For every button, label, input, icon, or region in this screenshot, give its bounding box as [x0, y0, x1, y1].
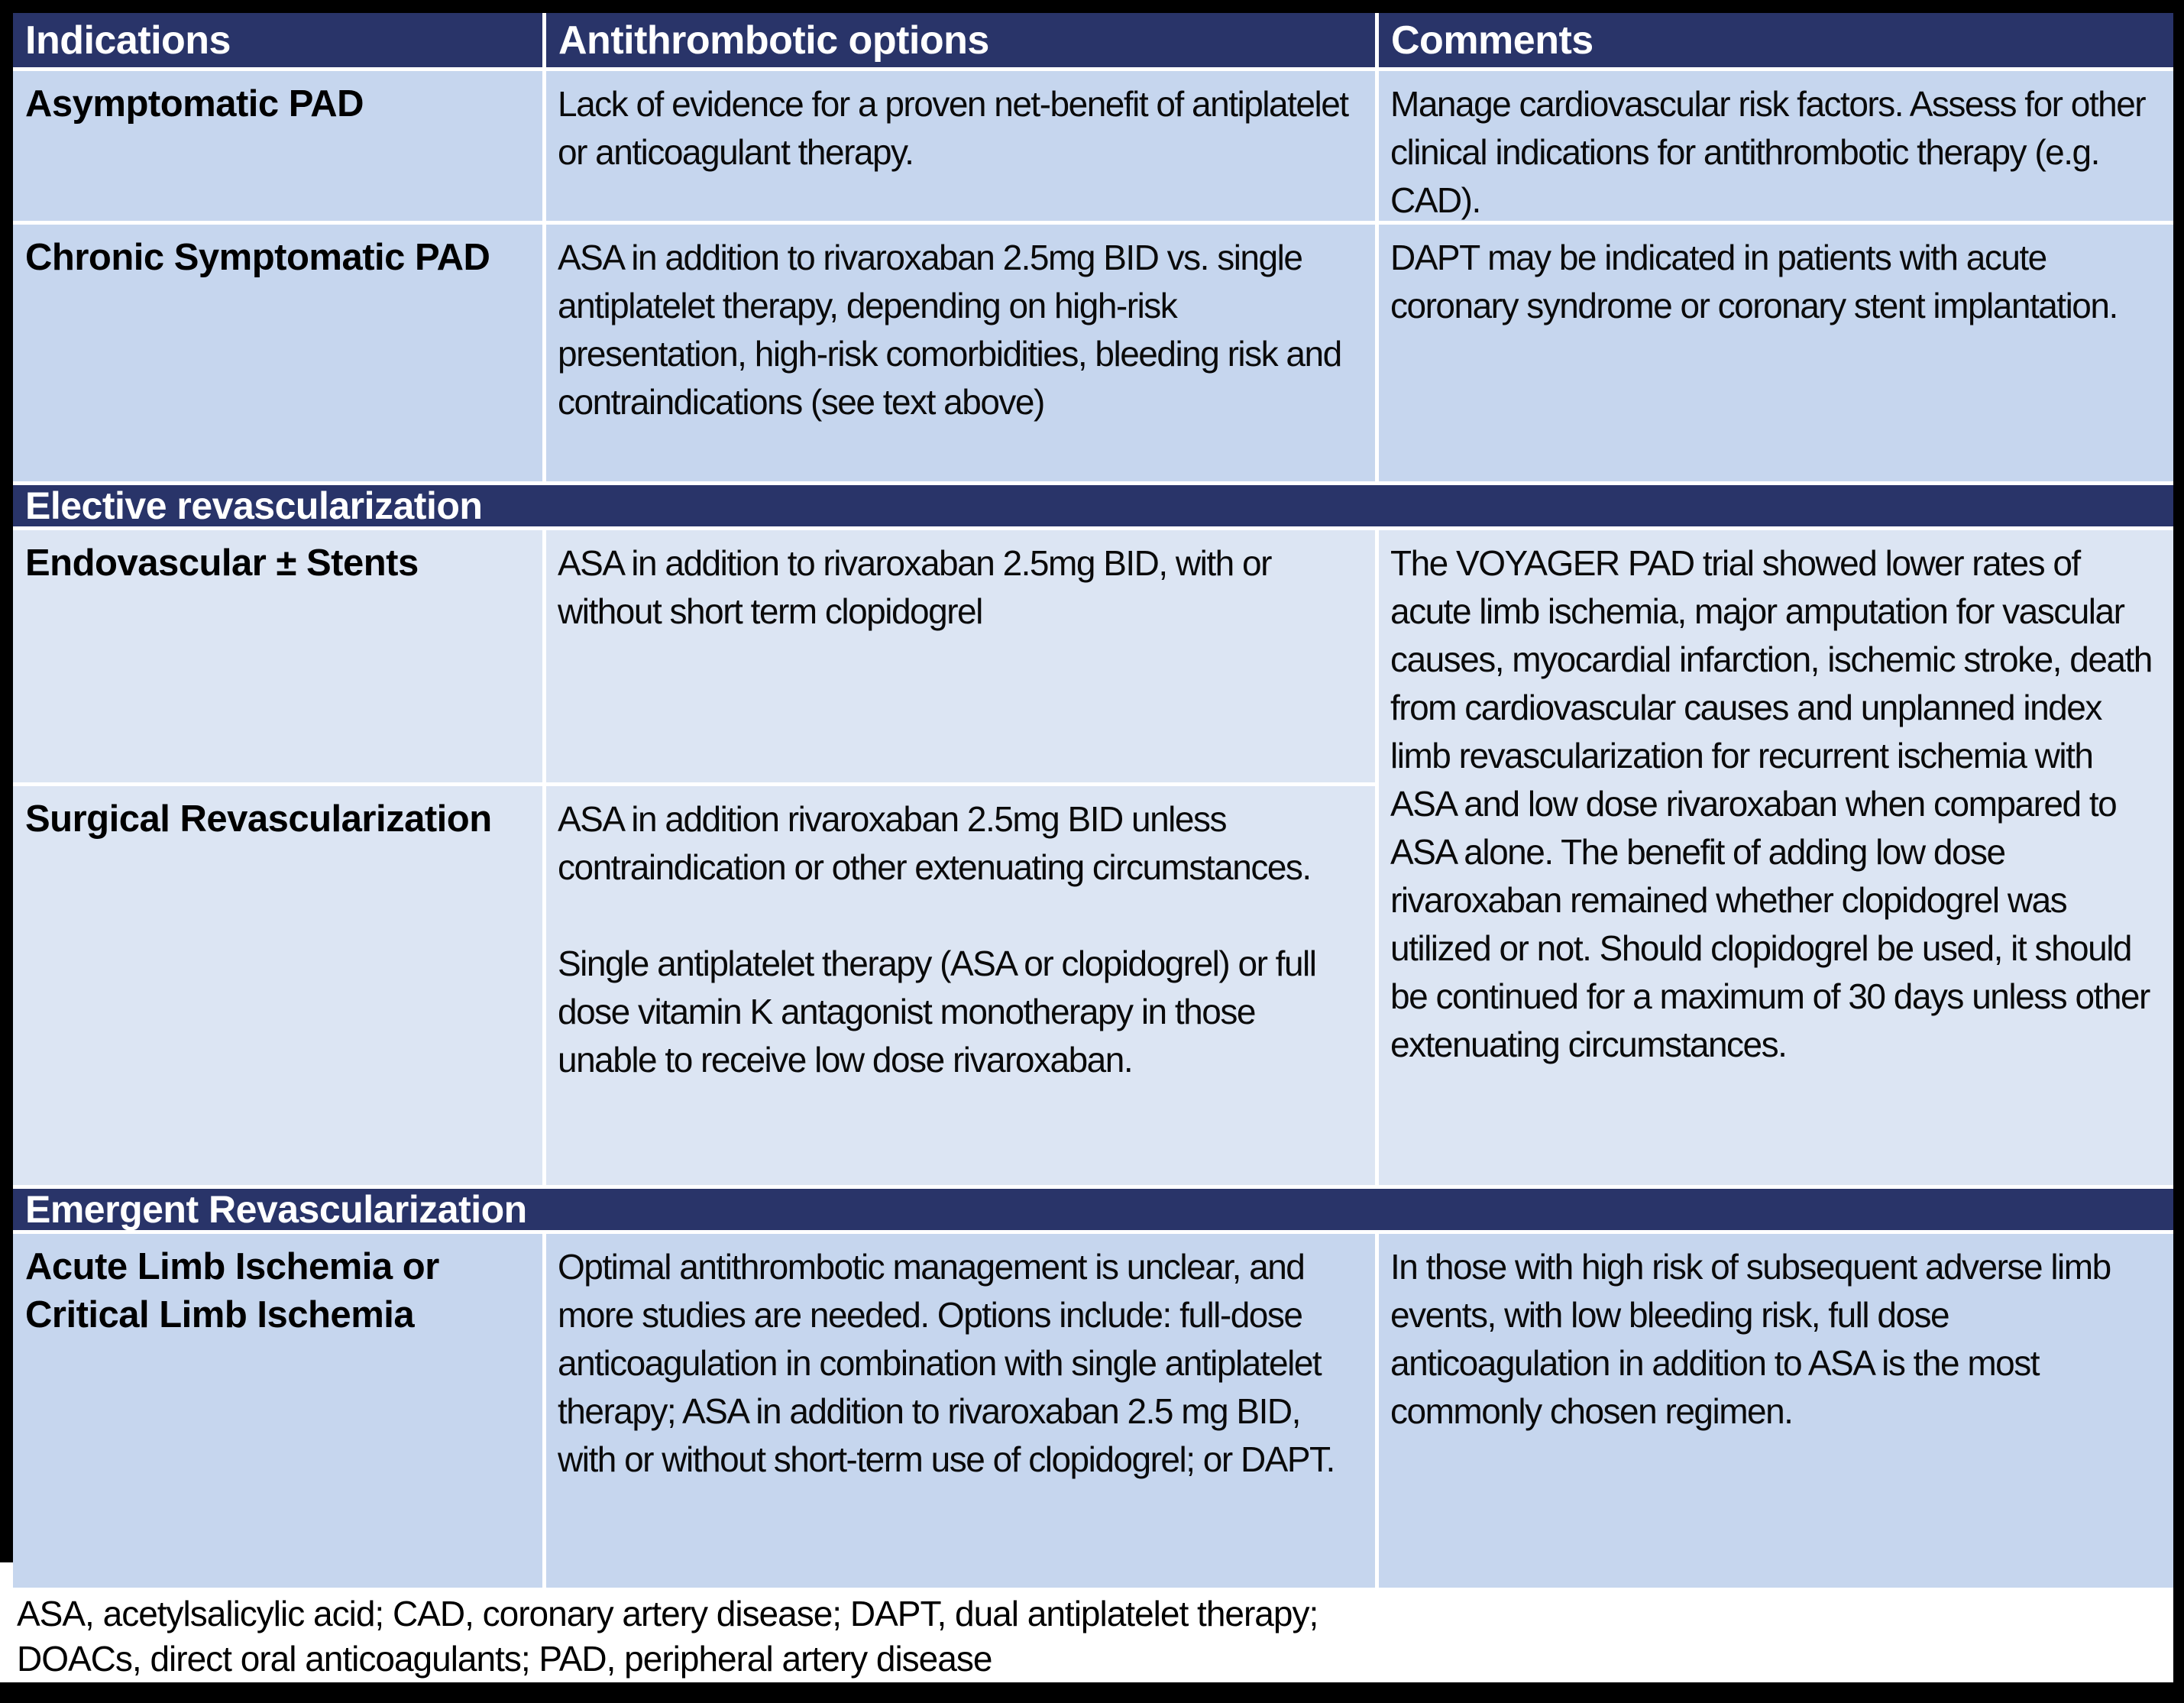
footnote — [17, 1591, 1318, 1682]
footnote-line-1: ASA, acetylsalicylic acid; CAD, coronary artery disease; DAPT, dual antiplatelet therapy; — [17, 1594, 1318, 1633]
indication-chronic-symptomatic-pad: Chronic Symptomatic PAD — [13, 225, 542, 481]
indication-acute-limb-ischemia: Acute Limb Ischemia or Critical Limb Ischemia — [13, 1234, 542, 1588]
header-antithrombotic-options: Antithrombotic options — [546, 13, 1375, 67]
indication-endovascular-stents: Endovascular ± Stents — [13, 530, 542, 782]
options-endovascular-stents: ASA in addition to rivaroxaban 2.5mg BID, with or without short term clopidogrel — [546, 530, 1375, 782]
options-surgical-revascularization — [546, 786, 1375, 1185]
options-surgical-paragraph-2: Single antiplatelet therapy (ASA or clopidogrel) or full dose vitamin K antagonist monotherapy in those unable to receive low dose rivaroxaban. — [558, 944, 1316, 1080]
options-chronic-symptomatic-pad: ASA in addition to rivaroxaban 2.5mg BID vs. single antiplatelet therapy, depending on high-risk presentation, high-risk comorbidities, bleeding risk and contraindications (see text above) — [546, 225, 1375, 481]
header-indications: Indications — [13, 13, 542, 67]
indication-asymptomatic-pad: Asymptomatic PAD — [13, 71, 542, 221]
header-comments: Comments — [1379, 13, 2173, 67]
comments-voyager-pad-trial: The VOYAGER PAD trial showed lower rates of acute limb ischemia, major amputation for vascular causes, myocardial infarction, ischemic stroke, death from cardiovascular causes and unplanned index limb revascularization for recurrent ischemia with ASA and low dose rivaroxaban when compared to ASA alone. The benefit of adding low dose rivaroxaban remained whether clopidogrel was utilized or not. Should clopidogrel be used, it should be continued for a maximum of 30 days unless other extenuating circumstances. — [1379, 530, 2173, 1185]
section-emergent-revascularization: Emergent Revascularization — [13, 1189, 2173, 1230]
options-surgical-paragraph-1: ASA in addition rivaroxaban 2.5mg BID unless contraindication or other extenuating circumstances. — [558, 799, 1311, 887]
comments-asymptomatic-pad: Manage cardiovascular risk factors. Assess for other clinical indications for antithrombotic therapy (e.g. CAD). — [1379, 71, 2173, 221]
comments-chronic-symptomatic-pad: DAPT may be indicated in patients with acute coronary syndrome or coronary stent implantation. — [1379, 225, 2173, 481]
options-asymptomatic-pad: Lack of evidence for a proven net-benefit of antiplatelet or anticoagulant therapy. — [546, 71, 1375, 221]
footnote-line-2: DOACs, direct oral anticoagulants; PAD, peripheral artery disease — [17, 1639, 992, 1679]
options-acute-limb-ischemia: Optimal antithrombotic management is unclear, and more studies are needed. Options include: full-dose anticoagulation in combination with single antiplatelet therapy; ASA in addition to rivaroxaban 2.5 mg BID, with or without short-term use of clopidogrel; or DAPT. — [546, 1234, 1375, 1588]
section-elective-revascularization: Elective revascularization — [13, 485, 2173, 526]
indication-surgical-revascularization: Surgical Revascularization — [13, 786, 542, 1185]
comments-acute-limb-ischemia: In those with high risk of subsequent adverse limb events, with low bleeding risk, full dose anticoagulation in addition to ASA is the most commonly chosen regimen. — [1379, 1234, 2173, 1588]
pad-antithrombotic-table — [13, 13, 2173, 1588]
